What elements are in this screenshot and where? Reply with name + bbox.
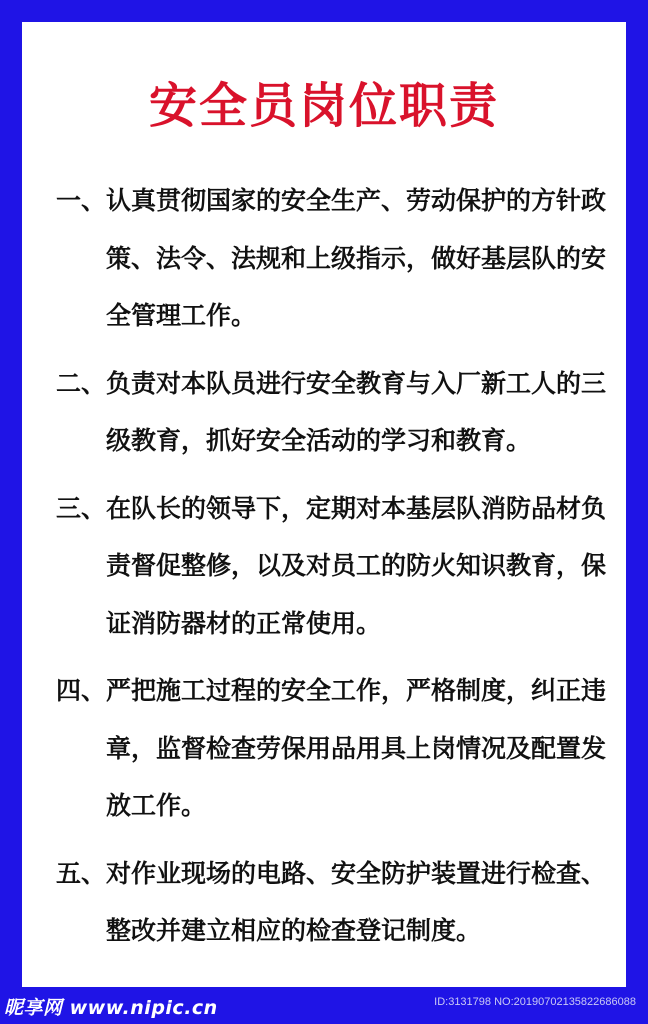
list-item [56, 662, 626, 835]
item-number: 一、 [56, 186, 107, 215]
list-item [56, 355, 626, 470]
item-number: 五、 [56, 858, 107, 888]
item-text: 严把施工过程的安全工作，严格制度，纠正违章，监督检查劳保用品用具上岗情况及配置发放工作。 [106, 676, 607, 820]
list-item [56, 845, 626, 960]
item-number: 二、 [56, 368, 107, 398]
page-title: 安全员岗位职责 [148, 78, 499, 134]
watermark-id: ID:3131798 NO:20190702135822686088 [434, 996, 636, 1008]
watermark-bar [0, 987, 648, 1024]
item-number: 四、 [56, 676, 107, 705]
item-text: 对作业现场的电路、安全防护装置进行检查、整改并建立相应的检查登记制度。 [106, 858, 607, 945]
list-item [56, 172, 626, 345]
duty-board [22, 22, 626, 987]
watermark-logo: 昵享网 www.nipic.cn [4, 997, 218, 1019]
item-text: 在队长的领导下，定期对本基层队消防品材负责督促整修，以及对员工的防火知识教育，保证消防器材的正常使用。 [106, 493, 607, 638]
item-text: 负责对本队员进行安全教育与入厂新工人的三级教育，抓好安全活动的学习和教育。 [106, 368, 607, 455]
item-number: 三、 [56, 493, 107, 523]
item-text: 认真贯彻国家的安全生产、劳动保护的方针政策、法令、法规和上级指示，做好基层队的安全管理工作。 [106, 186, 607, 330]
list-item [56, 480, 626, 653]
duty-list [56, 172, 626, 970]
